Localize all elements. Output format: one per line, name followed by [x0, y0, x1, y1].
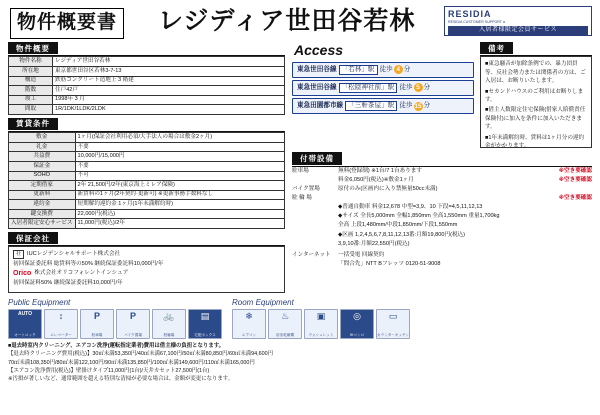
facility-value: 原付のみ(区画内に入り禁無量50cc未満): [338, 185, 438, 192]
icon-caption: 駐車場: [91, 332, 103, 337]
main-columns: [8, 42, 592, 296]
facility-row: [292, 251, 592, 259]
guarantee-line: [13, 280, 280, 287]
row-label: 竣工: [9, 95, 53, 105]
ac-glyph: ❄: [245, 311, 253, 322]
outline-section: [8, 42, 285, 115]
facility-value: 無料(登録制) ※1台/7 1台あります: [338, 167, 422, 174]
row-value: 不可: [75, 171, 284, 181]
ih-glyph: ◎: [353, 311, 361, 322]
facilities-list: [292, 167, 592, 268]
access-walk-label: 徒歩: [379, 65, 393, 73]
remark-item: ■1年未満解約時、賃料は1ヶ月分の違約金がかかります。: [485, 134, 585, 149]
note-line: 70㎡未満108,350円/80㎡未満122,100円/90㎡未満135,850円/100㎡未満149,600円/110㎡未満165,000円: [8, 359, 255, 366]
row-value: 住戸42戸: [53, 86, 285, 96]
guarantee-heading: 保証会社: [8, 232, 58, 244]
bike-parking-glyph: P: [129, 311, 136, 322]
access-row: [292, 62, 474, 78]
outline-table: [8, 56, 285, 114]
row-value: 鉄筋コンクリート造地上 3 階建: [53, 76, 285, 86]
row-label: 更新料: [9, 190, 76, 200]
table-row: [9, 190, 285, 200]
note-line: ※汚損が著しいなど、通常範囲を超える特別な清掃が必要な場合は、金額が変更になります。: [8, 375, 234, 382]
row-value: 不要: [75, 142, 284, 152]
icon-caption: 浴室乾燥機: [276, 332, 294, 337]
facility-value: [338, 194, 559, 202]
bath-dryer-icon: [268, 309, 302, 339]
access-walk-minutes: 4: [394, 65, 403, 74]
facility-key: [292, 176, 338, 184]
table-row: [9, 181, 285, 191]
outline-heading: 物件概要: [8, 42, 58, 54]
room-equipment-icons: [232, 309, 410, 339]
bicycle-parking-icon: [152, 309, 186, 339]
row-label: 定期借家: [9, 181, 76, 191]
access-line: 東急田園都市線: [297, 101, 344, 109]
public-equipment-section: [8, 298, 222, 339]
facility-value: ◆普通自動車 料金12,678 中型=3,9、10 下段=4,5,11,12,13: [338, 204, 483, 211]
row-value: 短期解約違約金 1ヶ月(1年未満解約時): [75, 200, 284, 210]
bicycle-glyph: 🚲: [163, 311, 175, 322]
facility-row: [292, 231, 592, 239]
guarantee-text: 初回保証委託料 総賃料等の50% 継続保証委託料10,000円/年: [13, 260, 164, 267]
row-value: 1998年 3 月: [53, 95, 285, 105]
remarks-section: [480, 42, 592, 148]
table-row: [9, 161, 285, 171]
row-value: 10,000円/15,000円: [75, 152, 284, 162]
facility-row: [292, 203, 592, 211]
access-row: [292, 98, 474, 114]
counter-kitchen-icon: [376, 309, 410, 339]
row-label: 間取: [9, 105, 53, 115]
row-value: 新賃料の1ヶ月(2年契約·更新可) ※更新事務手数料なし: [75, 190, 284, 200]
guarantee-line: [13, 261, 280, 268]
remark-item: ■借主人数限定住宅保険(借家人賠償責任保険付)に加入を条件に加入いただきます。: [485, 107, 586, 131]
guarantee-section: [8, 232, 285, 293]
row-label: 敷金: [9, 133, 76, 143]
icon-caption: ウォシュレット: [308, 332, 334, 337]
access-walk-unit: 分: [423, 101, 431, 109]
facility-value: 全高 上段1,480mm/中段1,850mm/下段1,550mm: [338, 222, 458, 229]
access-line: 東急世田谷線: [297, 83, 337, 91]
access-row: [292, 80, 474, 96]
guarantee-text: IUCレジデンシャルサポート株式会社: [27, 251, 121, 257]
left-column: [8, 42, 285, 296]
note-line: 【退去時クリーニング費用(税込)】30㎡未満53,350円/40㎡未満67,100円/50㎡未満80,850円/60㎡未満94,600円: [8, 351, 274, 358]
row-label: 共益費: [9, 152, 76, 162]
table-row: [9, 57, 285, 67]
icon-caption: バイク置場: [124, 332, 142, 337]
document-title: 物件概要書: [10, 8, 124, 39]
document-header: [8, 6, 592, 42]
lease-table: [8, 132, 285, 229]
elevator-icon: [44, 309, 78, 339]
public-equipment-title: Public Equipment: [8, 298, 71, 308]
remarks-box: [480, 56, 592, 148]
facility-key: [292, 240, 338, 248]
access-remarks-row: [292, 42, 592, 148]
row-label: 構造: [9, 76, 53, 86]
remark-item: ■セカンドハウスのご利用はお断りします。: [485, 88, 584, 103]
table-row: [9, 66, 285, 76]
room-equipment-title: Room Equipment: [232, 298, 294, 308]
row-value: 不要: [75, 161, 284, 171]
access-station: 「若林」駅: [339, 65, 378, 75]
auto-lock-icon: [8, 309, 42, 339]
access-walk-unit: 分: [403, 65, 411, 73]
facility-row: [292, 260, 592, 268]
parking-icon: [80, 309, 114, 339]
facility-value: ◆区画 1,2,4,5,6,7,8,11,12,13番:月額19,800円(税込): [338, 231, 466, 238]
table-row: [9, 95, 285, 105]
bottom-notes: [8, 342, 592, 383]
access-walk-unit: 分: [423, 83, 431, 91]
facilities-heading: 付帯設備: [292, 152, 342, 164]
facility-note: ※空き要確認: [558, 176, 592, 183]
table-row: [9, 105, 285, 115]
row-label: 階数: [9, 86, 53, 96]
lease-section: [8, 118, 285, 229]
facility-note: ※空き要確認: [558, 195, 592, 202]
parking-glyph: P: [93, 311, 100, 322]
auto-lock-glyph: AUTO: [17, 311, 33, 318]
row-label: 入居者限定安心サービス: [9, 219, 76, 229]
counter-kitchen-glyph: ▭: [388, 311, 398, 322]
guarantee-text: 株式会社オリコフォレントインシュア: [34, 270, 129, 277]
ih-cooking-icon: [340, 309, 374, 339]
access-walk-label: 徒歩: [399, 101, 413, 109]
elevator-glyph: ↕: [58, 311, 64, 322]
note-line: 【エアコン洗浄費用(税込)】壁掛けタイプ11,000円(1台)/天井カセット27,500円(1台): [8, 367, 210, 374]
equipment-panels: [8, 298, 592, 339]
access-walk-label: 徒歩: [399, 83, 413, 91]
facility-value: ◆サイズ 全長5,000mm 全幅1,850mm 全高1,550mm 重量1,700kg: [338, 213, 500, 220]
delivery-box-glyph: ▤: [200, 311, 210, 322]
row-value: 11,000円(税込)/2年: [75, 219, 284, 229]
facility-row: [292, 176, 592, 184]
icon-caption: IHコンロ: [349, 332, 365, 337]
row-value: 1ヶ月(保証会社利用必須/大手法人の場合は敷金2ヶ月): [75, 133, 284, 143]
facility-key: [292, 231, 338, 239]
public-equipment-icons: [8, 309, 222, 339]
facility-key: [292, 212, 338, 220]
facilities-section: [292, 152, 592, 268]
icon-caption: カウンターキッチン: [377, 332, 409, 337]
icon-caption: 宅配ボックス: [194, 332, 216, 337]
facility-key: [292, 260, 338, 268]
row-value: 1R/1DK/1LDK/2LDK: [53, 105, 285, 115]
air-conditioner-icon: [232, 309, 266, 339]
bath-dryer-glyph: ♨: [280, 311, 290, 322]
facility-row: [292, 212, 592, 220]
bike-parking-icon: [116, 309, 150, 339]
facility-note: ※空き要確認: [558, 167, 592, 174]
remark-item: ■東急騒音が加除条例での、暴力団員等、反社会勢力または関係者の方は、ご入居は、お断りいたします。: [485, 61, 586, 85]
facility-row: [292, 194, 592, 202]
row-value: レジディア世田谷若林: [53, 57, 285, 67]
table-row: [9, 142, 285, 152]
access-line: 東急世田谷線: [297, 65, 337, 73]
access-walk-minutes: 5: [414, 83, 423, 92]
facility-key: [292, 221, 338, 229]
facility-value: 「問合先」NTT Bフレッツ 0120-51-9008: [338, 260, 441, 267]
table-row: [9, 86, 285, 96]
residia-logo: [444, 6, 592, 36]
delivery-box-icon: [188, 309, 222, 339]
facility-row: [292, 167, 592, 175]
remarks-heading: 備考: [480, 42, 513, 54]
row-value: 22,000円(税込): [75, 209, 284, 219]
table-row: [9, 152, 285, 162]
lease-heading: 賃貸条件: [8, 118, 58, 130]
row-label: 礼金: [9, 142, 76, 152]
icon-caption: オートロック: [14, 332, 36, 337]
facility-key: インターネット: [292, 251, 331, 258]
table-row: [9, 209, 285, 219]
facility-value: 3,9,10番:月額22,550円(税込): [338, 240, 410, 247]
facility-row: [292, 185, 592, 193]
table-row: [9, 76, 285, 86]
guarantee-box: [8, 246, 285, 293]
icon-caption: エレベーター: [50, 332, 72, 337]
table-row: [9, 133, 285, 143]
row-label: 所在地: [9, 66, 53, 76]
row-label: 物件名称: [9, 57, 53, 67]
row-label: 違約金: [9, 200, 76, 210]
logo-brand: RESIDIA: [448, 9, 492, 19]
right-column: [292, 42, 592, 296]
icon-caption: 駐輪場: [163, 332, 175, 337]
washlet-glyph: ▣: [316, 311, 326, 322]
guarantee-text: 初回保証料50% 継続保証委託料10,000円/年: [13, 280, 123, 287]
facility-key: 駐車場: [292, 167, 309, 174]
access-title: Access: [294, 42, 344, 58]
washlet-icon: [304, 309, 338, 339]
icon-caption: エアコン: [241, 332, 257, 337]
guarantee-line: [13, 270, 280, 279]
row-value: 2年 21,500円/2年(東京海上ミレア保険): [75, 181, 284, 191]
access-station: 「松陰神社前」駅: [339, 83, 398, 93]
orico-logo: Orico: [13, 269, 32, 277]
property-name: レジディア世田谷若林: [158, 7, 416, 35]
access-station: 「三軒茶屋」駅: [345, 101, 397, 111]
facility-value: 一括受電 回線契約: [338, 251, 385, 258]
logo-member-band: 入居者様限定会員サービス: [448, 26, 588, 37]
row-value: 東京都世田谷区若林3-7-13: [53, 66, 285, 76]
table-row: [9, 219, 285, 229]
table-row: [9, 200, 285, 210]
facility-value: 料金6,050円(税込)※敷金1ヶ月: [338, 176, 414, 183]
facility-row: [292, 221, 592, 229]
facility-key: バイク置場: [292, 185, 320, 192]
facility-row: [292, 240, 592, 248]
room-equipment-section: [232, 298, 410, 339]
company-mark-icon: 社: [13, 250, 24, 258]
guarantee-line: [13, 250, 280, 258]
row-label: 保証金: [9, 161, 76, 171]
access-section: [292, 42, 474, 148]
notes-title: ■退去時室内クリーニング、エアコン洗浄(運転指定業者)費用は借主様の負担となります。: [8, 343, 225, 350]
table-row: [9, 171, 285, 181]
access-walk-minutes: 15: [414, 102, 422, 110]
facility-key: 駐 輪 場: [292, 195, 312, 202]
logo-subtitle: RESIDIA CUSTOMER SUPPORT α: [448, 20, 505, 25]
facility-key: [292, 203, 338, 211]
row-label: SOHO: [9, 171, 76, 181]
row-label: 鍵交換費: [9, 209, 76, 219]
